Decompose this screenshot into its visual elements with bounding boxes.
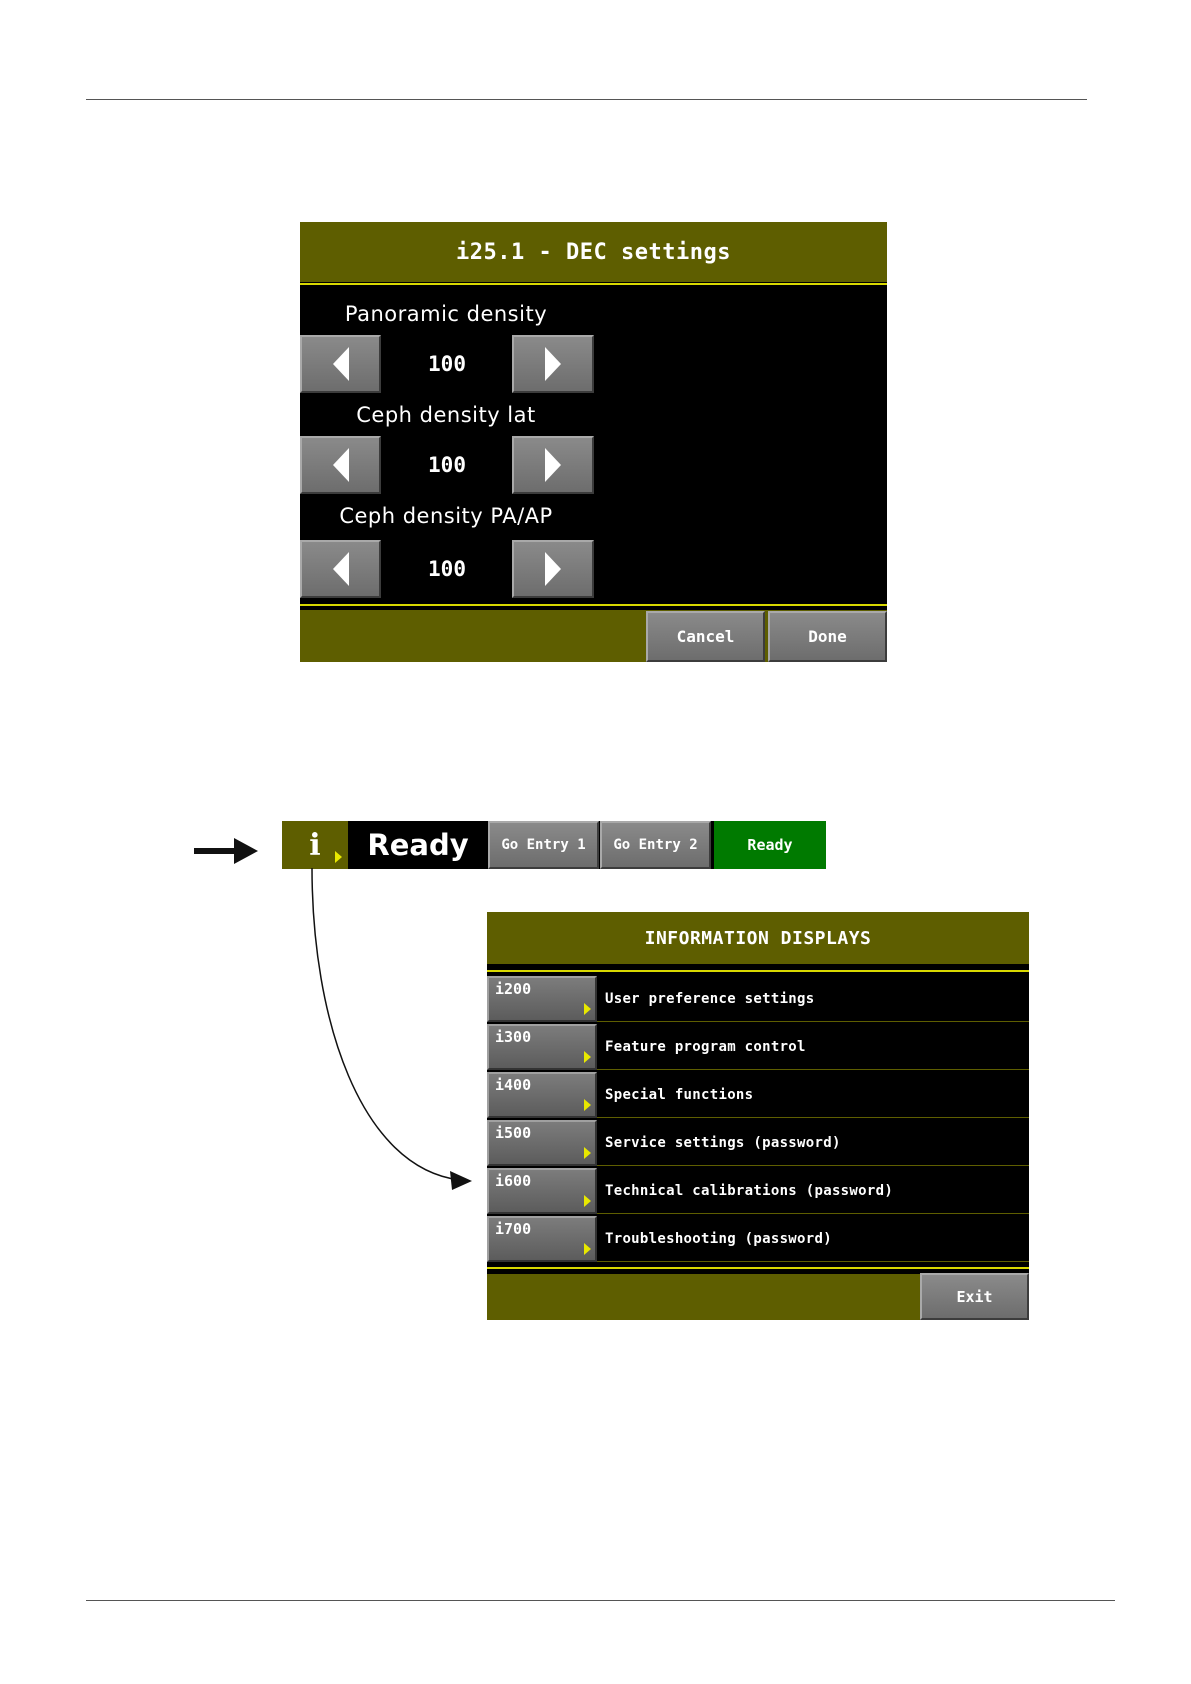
row-divider xyxy=(597,1261,1029,1262)
info-icon: i xyxy=(309,827,321,863)
mini-arrow-icon xyxy=(584,1051,591,1063)
arrow-right-icon xyxy=(545,347,561,381)
decrease-button[interactable] xyxy=(300,436,381,494)
i400-button[interactable] xyxy=(487,1072,597,1118)
setting-label: Ceph density lat xyxy=(356,403,536,427)
mini-arrow-icon xyxy=(584,1147,591,1159)
list-item[interactable] xyxy=(487,1072,1029,1118)
setting-value: 100 xyxy=(428,453,466,477)
list-item[interactable] xyxy=(487,1120,1029,1166)
go-entry-1-button[interactable]: Go Entry 1 xyxy=(488,821,599,869)
arrow-left-icon xyxy=(333,347,349,381)
mini-arrow-icon xyxy=(584,1195,591,1207)
row-divider xyxy=(597,1117,1029,1118)
item-label[interactable]: Troubleshooting (password) xyxy=(605,1231,832,1247)
decrease-button[interactable] xyxy=(300,540,381,598)
i600-button[interactable] xyxy=(487,1168,597,1214)
status-text: Ready xyxy=(367,828,469,862)
mini-arrow-icon xyxy=(584,1099,591,1111)
i200-button[interactable] xyxy=(487,976,597,1022)
top-rule xyxy=(86,99,1087,100)
list-item[interactable] xyxy=(487,976,1029,1022)
row-divider xyxy=(597,1165,1029,1166)
header-divider xyxy=(487,970,1029,972)
header-divider xyxy=(300,283,887,285)
item-code: i600 xyxy=(495,1172,532,1190)
increase-button[interactable] xyxy=(512,540,594,598)
info-displays-header xyxy=(487,912,1029,964)
mini-arrow-icon xyxy=(584,1243,591,1255)
item-label[interactable]: Feature program control xyxy=(605,1039,806,1055)
arrow-right-icon xyxy=(545,448,561,482)
mini-arrow-icon xyxy=(584,1003,591,1015)
dec-settings-title: i25.1 - DEC settings xyxy=(456,239,731,265)
row-divider xyxy=(597,1213,1029,1214)
pointer-arrow-icon xyxy=(194,836,260,866)
arrow-left-icon xyxy=(333,448,349,482)
list-item[interactable] xyxy=(487,1024,1029,1070)
item-label[interactable]: User preference settings xyxy=(605,991,815,1007)
setting-value: 100 xyxy=(428,557,466,581)
item-label[interactable]: Special functions xyxy=(605,1087,754,1103)
setting-value: 100 xyxy=(428,352,466,376)
exit-button[interactable]: Exit xyxy=(920,1273,1029,1320)
done-button[interactable]: Done xyxy=(768,611,887,662)
cancel-button[interactable]: Cancel xyxy=(646,611,765,662)
item-code: i400 xyxy=(495,1076,532,1094)
item-code: i700 xyxy=(495,1220,532,1238)
i700-button[interactable] xyxy=(487,1216,597,1262)
dec-settings-panel xyxy=(300,222,887,662)
setting-label: Panoramic density xyxy=(344,302,548,326)
item-label[interactable]: Service settings (password) xyxy=(605,1135,841,1151)
i500-button[interactable] xyxy=(487,1120,597,1166)
ready-button[interactable]: Ready xyxy=(714,821,826,869)
list-item[interactable] xyxy=(487,1216,1029,1262)
information-displays-panel xyxy=(487,912,1029,1320)
go-entry-2-button[interactable]: Go Entry 2 xyxy=(600,821,711,869)
row-divider xyxy=(597,1021,1029,1022)
decrease-button[interactable] xyxy=(300,335,381,393)
mini-arrow-icon xyxy=(335,851,342,863)
item-code: i300 xyxy=(495,1028,532,1046)
setting-label: Ceph density PA/AP xyxy=(339,504,553,528)
increase-button[interactable] xyxy=(512,436,594,494)
connector-arrow xyxy=(300,868,480,1194)
info-displays-title: INFORMATION DISPLAYS xyxy=(644,927,872,949)
dec-settings-header xyxy=(300,222,887,282)
increase-button[interactable] xyxy=(512,335,594,393)
arrow-left-icon xyxy=(333,552,349,586)
info-button[interactable] xyxy=(282,821,348,869)
row-divider xyxy=(597,1069,1029,1070)
list-item[interactable] xyxy=(487,1168,1029,1214)
bottom-rule xyxy=(86,1600,1115,1601)
item-label[interactable]: Technical calibrations (password) xyxy=(605,1183,894,1199)
arrow-right-icon xyxy=(545,552,561,586)
footer-divider xyxy=(300,604,887,606)
i300-button[interactable] xyxy=(487,1024,597,1070)
footer-divider xyxy=(487,1267,1029,1269)
item-code: i500 xyxy=(495,1124,532,1142)
status-bar xyxy=(282,821,826,869)
item-code: i200 xyxy=(495,980,532,998)
